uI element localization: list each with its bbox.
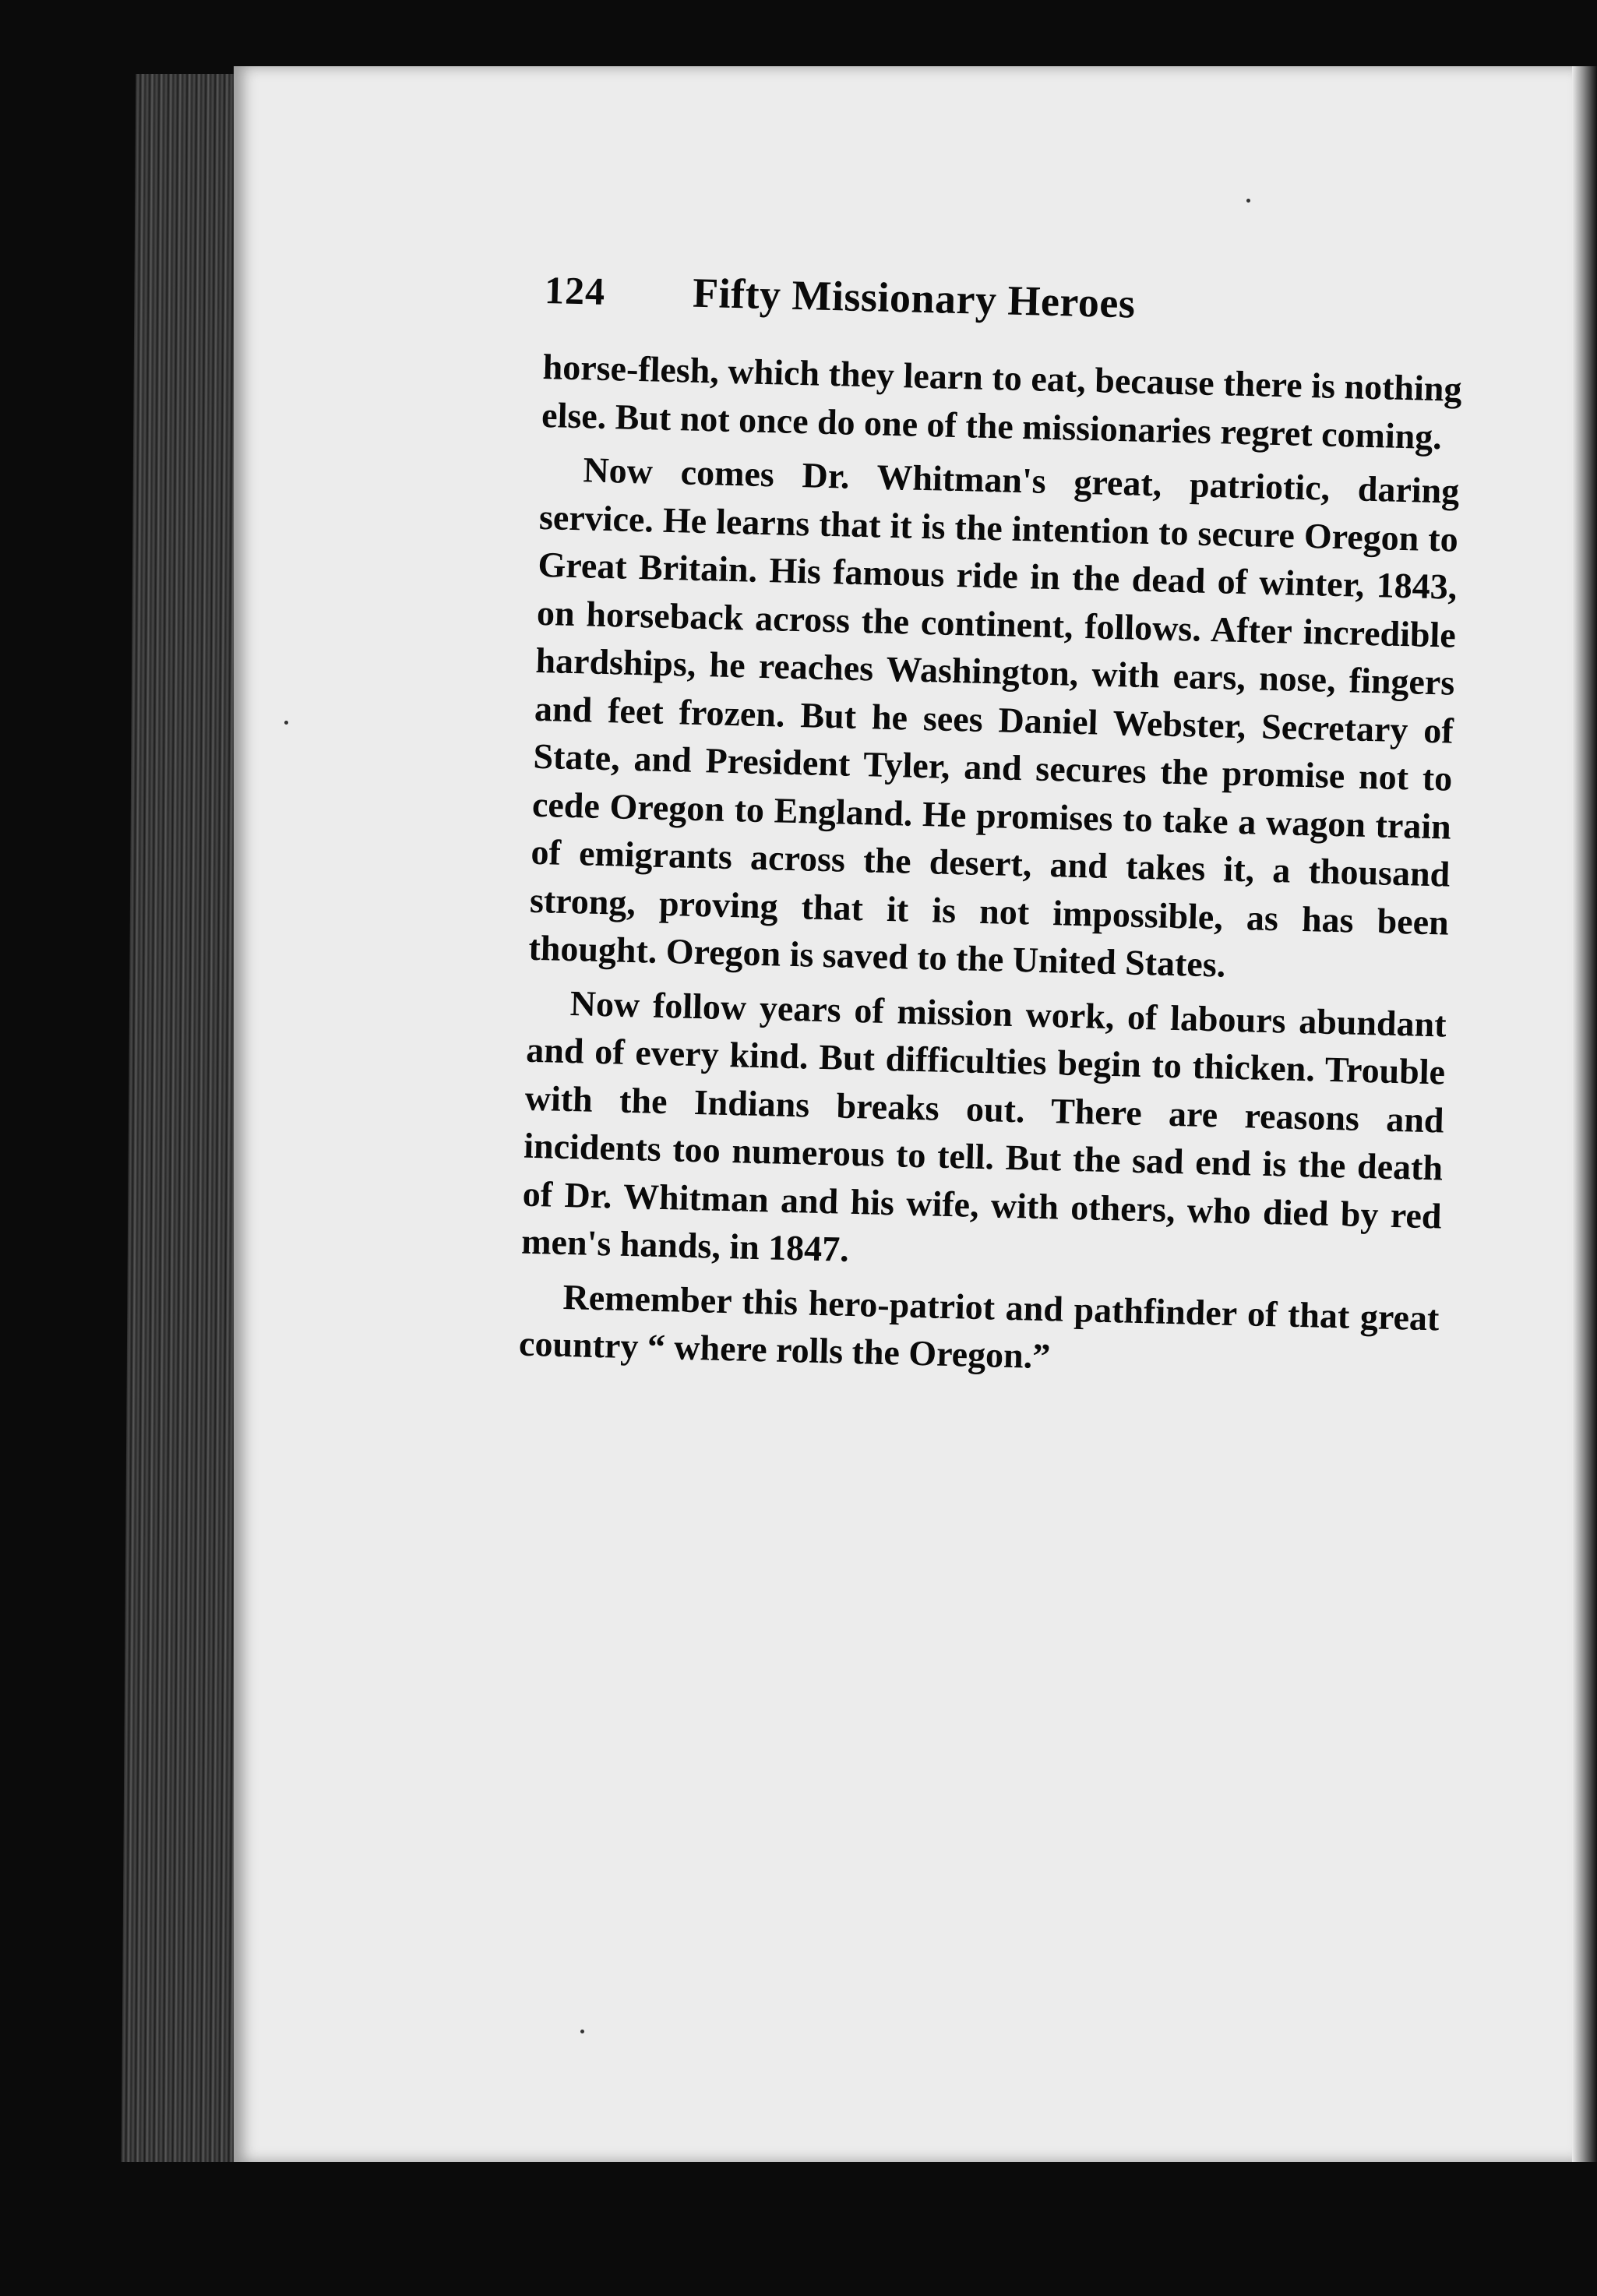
page-text-block <box>518 265 1464 1396</box>
paragraph: Now comes Dr. Whitman's great, patriotic, daring service. He learns that it is the intention to secure Oregon to Great Britain. His famous ride in the dead of winter, 1843, on horseback across the continent, follows. After incredible hardships, he reaches Washington, with ears, nose, fingers and feet frozen. But he sees Daniel Webster, Secretary of State, and President Tyler, and secures the promise not to cede Oregon to England. He promises to take a wagon train of emigrants across the desert, and takes it, a thousand strong, proving that it is not impossible, as has been thought. Oregon is saved to the United States. <box>527 450 1460 985</box>
paragraph: Now follow years of mission work, of labours abundant and of every kind. But difficulties begin to thicken. Trouble with the Indians breaks out. There are reasons and incidents too numerous to tell. But the sad end is the death of Dr. Whitman and his wife, with others, who died by red men's hands, in 1847. <box>520 982 1447 1269</box>
paragraph: horse-flesh, which they learn to eat, because there is nothing else. But not once do one of the missionaries regret coming. <box>541 346 1463 457</box>
dust-speck <box>1246 199 1250 203</box>
dust-speck <box>580 2030 584 2033</box>
dust-speck <box>284 721 288 725</box>
running-title: Fifty Missionary Heroes <box>692 269 1137 327</box>
page-number: 124 <box>544 267 606 313</box>
scan-background-bottom <box>0 2162 1597 2296</box>
page-right-edge <box>1572 66 1597 2296</box>
body-text <box>518 343 1462 1390</box>
paragraph: Remember this hero-patriot and pathfinder of that great country “ where rolls the Oregon.” <box>518 1276 1440 1377</box>
